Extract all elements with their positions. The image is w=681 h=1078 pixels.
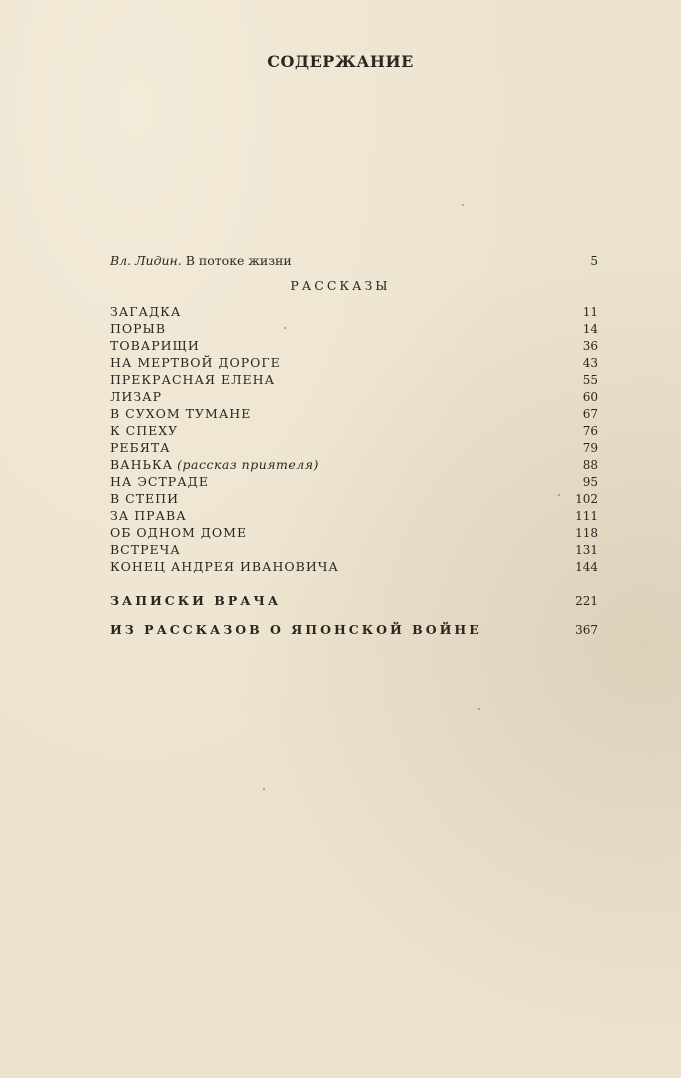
toc-entry-text: [110, 440, 171, 456]
page-number: 55: [582, 373, 598, 387]
toc-entry-text: [110, 457, 319, 473]
page-number: 88: [582, 458, 598, 472]
section-title-stories: РАССКАЗЫ: [290, 278, 391, 293]
story-title: ВСТРЕЧА: [110, 542, 181, 557]
page-number: 111: [575, 509, 598, 523]
paper-speck: [478, 708, 480, 710]
page-number: 43: [582, 356, 598, 370]
toc-entry-story: [110, 542, 598, 558]
story-title: К СПЕХУ: [110, 423, 179, 438]
page-number: 367: [575, 623, 598, 637]
toc-entry-section: [110, 622, 598, 638]
toc-entry-section: [110, 593, 598, 609]
page-number: 11: [582, 305, 598, 319]
toc-entry-text: [110, 559, 339, 575]
story-title: НА МЕРТВОЙ ДОРОГЕ: [110, 355, 281, 370]
toc-entry-text: [110, 406, 251, 422]
toc-entry-story: [110, 304, 598, 320]
toc-entry-story: [110, 321, 598, 337]
section-entry-title: ЗАПИСКИ ВРАЧА: [110, 593, 282, 608]
toc-entry-story: [110, 525, 598, 541]
story-title: ПРЕКРАСНАЯ ЕЛЕНА: [110, 372, 276, 387]
page-number: 131: [575, 543, 598, 557]
page-number: 5: [590, 254, 598, 268]
paper-speck: [263, 788, 265, 790]
page-number: 221: [575, 594, 598, 608]
paper-speck: [462, 204, 464, 206]
page-number: 102: [575, 492, 598, 506]
story-title: ОБ ОДНОМ ДОМЕ: [110, 525, 248, 540]
story-title: ЗАГАДКА: [110, 304, 182, 319]
toc-entry-text: [110, 338, 200, 354]
toc-entry-intro: [110, 253, 598, 269]
section-entry-title: ИЗ РАССКАЗОВ О ЯПОНСКОЙ ВОЙНЕ: [110, 622, 482, 637]
story-title: ТОВАРИЩИ: [110, 338, 200, 353]
toc-entry-text: [110, 474, 209, 490]
page-number: 36: [582, 339, 598, 353]
toc-entry-story: [110, 355, 598, 371]
toc-entry-story: [110, 338, 598, 354]
page-number: 76: [582, 424, 598, 438]
toc-entry-text: [110, 423, 178, 439]
toc-entry-text: [110, 355, 281, 371]
toc-entry-text: [110, 372, 275, 388]
toc-entry-story: [110, 559, 598, 575]
toc-entry-text: [110, 253, 292, 269]
story-title: ВАНЬКА: [110, 457, 174, 472]
page-number: 118: [575, 526, 598, 540]
story-title: В СУХОМ ТУМАНЕ: [110, 406, 252, 421]
paper-speck: [558, 494, 560, 496]
story-title: В СТЕПИ: [110, 491, 179, 506]
toc-entry-text: [110, 304, 181, 320]
story-title: ЛИЗАР: [110, 389, 162, 404]
page-number: 14: [582, 322, 598, 336]
page-number: 67: [582, 407, 598, 421]
toc-entry-text: [110, 389, 162, 405]
toc-entry-text: [110, 491, 179, 507]
story-title: НА ЭСТРАДЕ: [110, 474, 209, 489]
story-title: ЗА ПРАВА: [110, 508, 187, 523]
toc-entry-text: [110, 508, 187, 524]
page-title: СОДЕРЖАНИЕ: [267, 52, 414, 71]
page-number: 79: [582, 441, 598, 455]
toc-entry-text: [110, 542, 181, 558]
page-number: 95: [582, 475, 598, 489]
story-title: РЕБЯТА: [110, 440, 171, 455]
toc-entry-story: [110, 372, 598, 388]
page-number: 144: [575, 560, 598, 574]
paper-speck: [284, 327, 286, 329]
story-title: КОНЕЦ АНДРЕЯ ИВАНОВИЧА: [110, 559, 339, 574]
toc-entry-text: [110, 525, 247, 541]
story-title: ПОРЫВ: [110, 321, 167, 336]
essay-title: В потоке жизни: [185, 253, 292, 268]
toc-entry-story: [110, 440, 598, 456]
toc-entry-story: [110, 457, 598, 473]
toc-entry-story: [110, 423, 598, 439]
story-note: (рассказ приятеля): [177, 457, 319, 472]
author-name: Вл. Лидин.: [110, 253, 182, 268]
toc-entry-text: [110, 321, 166, 337]
toc-entry-story: [110, 508, 598, 524]
toc-entry-story: [110, 406, 598, 422]
toc-entry-story: [110, 474, 598, 490]
toc-entry-story: [110, 491, 598, 507]
toc-entry-story: [110, 389, 598, 405]
page-number: 60: [582, 390, 598, 404]
